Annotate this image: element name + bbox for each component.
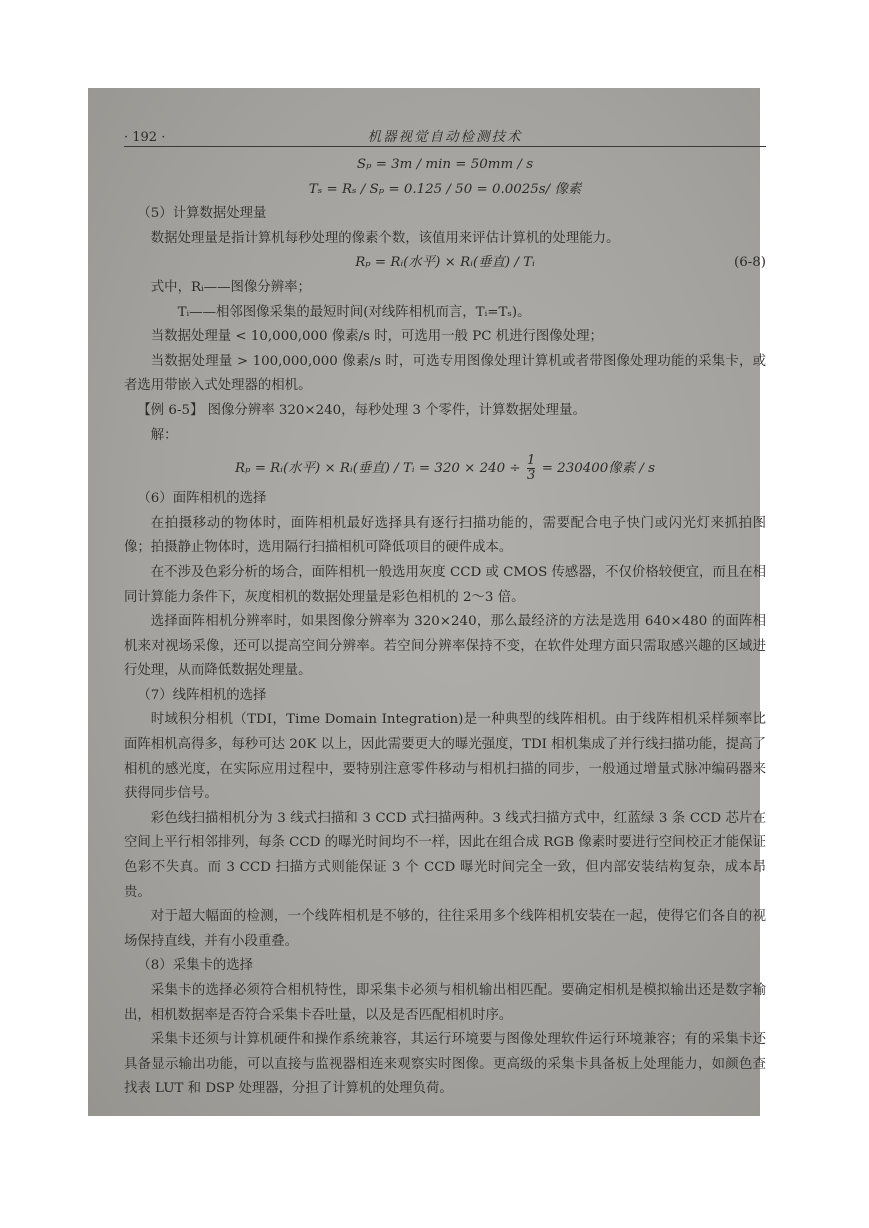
- section-7-paragraph-3: 对于超大幅面的检测，一个线阵相机是不够的，往往采用多个线阵相机安装在一起，使得它们各自的视场保持直线，并有小段重叠。: [124, 909, 766, 949]
- example-equation-right: = 230400像素 / s: [541, 461, 655, 477]
- section-6-paragraph-1: 在拍摄移动的物体时，面阵相机最好选择具有逐行扫描功能的，需要配合电子快门或闪光灯来抓拍图像；拍摄静止物体时，选用隔行扫描相机可降低项目的硬件成本。: [124, 515, 766, 556]
- equation-sp: Sₚ = 3m / min = 50mm / s: [356, 157, 534, 172]
- example-6-5: 【例 6-5】 图像分辨率 320×240，每秒处理 3 个零件，计算数据处理量。: [137, 402, 586, 418]
- page-number: · 192 ·: [124, 130, 166, 145]
- section-7-paragraph-2: 彩色线扫描相机分为 3 线式扫描和 3 CCD 式扫描两种。3 线式扫描方式中，红蓝绿 3 条 CCD 芯片在空间上平行相邻排列，每条 CCD 的曝光时间均不一样，因此在组合成 RGB 像素时要进行空间校正才能保证色彩不失真。而 3 CCD 扫描方式则能保证 3 个 CCD 曝光时间完全一致，但内部安装结构复杂，成本昂贵。: [124, 810, 766, 900]
- fraction-denominator: 3: [526, 468, 536, 484]
- equation-ts: Tₛ = Rₛ / Sₚ = 0.125 / 50 = 0.0025s/ 像素: [308, 181, 582, 197]
- section-5-paragraph: 数据处理量是指计算机每秒处理的像素个数，该值用来评估计算机的处理能力。: [150, 230, 620, 246]
- section-8-paragraph-1: 采集卡的选择必须符合相机特性，即采集卡必须与相机输出相匹配。要确定相机是模拟输出还是数字输出，相机数据率是否符合采集卡吞吐量，以及是否匹配相机时序。: [124, 983, 766, 1023]
- example-equation: [124, 454, 766, 483]
- book-title: 机器视觉自动检测技术: [367, 129, 523, 145]
- where-ri: 式中，Rᵢ——图像分辨率；: [150, 279, 311, 295]
- book-page: [124, 126, 766, 1102]
- page-header: [124, 126, 766, 147]
- condition-1: 当数据处理量 < 10,000,000 像素/s 时，可选用一般 PC 机进行图像处理；: [150, 329, 603, 345]
- book-page-photo: [88, 88, 766, 1116]
- section-8-paragraph-2: 采集卡还须与计算机硬件和操作系统兼容，其运行环境要与图像处理软件运行环境兼容；有的采集卡还具备显示输出功能，可以直接与监视器相连来观察实时图像。更高级的采集卡具备板上处理能力，如颜色查找表 LUT 和 DSP 处理器，分担了计算机的处理负荷。: [124, 1032, 766, 1097]
- section-7-paragraph-1: 时域积分相机（TDI，Time Domain Integration)是一种典型的线阵相机。由于线阵相机采样频率比面阵相机高得多，每秒可达 20K 以上，因此需要更大的曝光强度，TDI 相机集成了并行线扫描功能，提高了相机的感光度，在实际应用过程中，要特别注意零件移动与相机扫描的同步，一般通过增量式脉冲编码器来获得同步信号。: [124, 712, 766, 802]
- solution-label: 解：: [150, 427, 178, 443]
- section-7-title: （7）线阵相机的选择: [137, 687, 267, 703]
- condition-2: 当数据处理量 > 100,000,000 像素/s 时，可选专用图像处理计算机或者带图像处理功能的采集卡，或者选用带嵌入式处理器的相机。: [124, 353, 766, 394]
- section-6-paragraph-2: 在不涉及色彩分析的场合，面阵相机一般选用灰度 CCD 或 CMOS 传感器，不仅价格较便宜，而且在相同计算能力条件下，灰度相机的数据处理量是彩色相机的 2～3 倍。: [124, 564, 766, 605]
- section-8-title: （8）采集卡的选择: [137, 958, 254, 974]
- equation-6-8-number: (6-8): [733, 255, 766, 271]
- example-equation-left: Rₚ = Rᵢ(水平) × Rᵢ(垂直) / Tᵢ = 320 × 240 ÷: [235, 461, 521, 477]
- where-ti: Tᵢ——相邻图像采集的最短时间(对线阵相机而言，Tᵢ=Tₛ)。: [177, 304, 531, 320]
- equation-6-8: [124, 251, 766, 276]
- equation-6-8-body: Rₚ = Rᵢ(水平) × Rᵢ(垂直) / Tᵢ: [355, 255, 535, 271]
- section-6-title: （6）面阵相机的选择: [137, 491, 267, 507]
- section-5-title: （5）计算数据处理量: [137, 206, 267, 222]
- section-6-paragraph-3: 选择面阵相机分辨率时，如果图像分辨率为 320×240，那么最经济的方法是选用 640×480 的面阵相机来对视场采像，还可以提高空间分辨率。若空间分辨率保持不变，在软件处理方面只需取感兴趣的区域进行处理，从而降低数据处理量。: [124, 614, 766, 679]
- fraction-numerator: 1: [526, 453, 536, 469]
- fraction: [527, 454, 536, 483]
